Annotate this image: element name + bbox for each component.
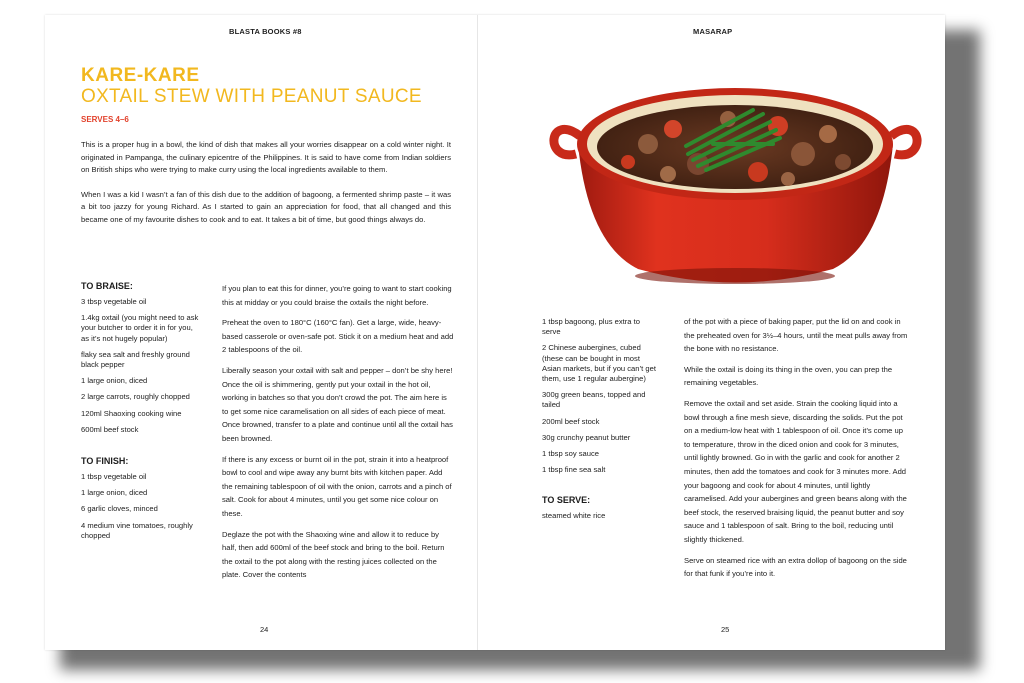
method-paragraph: Preheat the oven to 180°C (160°C fan). Get a large, wide, heavy-based casserole or oven-safe pot. Stick it on a medium heat and add 2 tablespoons of the oil. (222, 318, 454, 355)
intro-text (81, 139, 451, 238)
method-paragraph: If there is any excess or burnt oil in the pot, strain it into a heatproof bowl to cool and wipe away any burnt bits with kitchen paper. Add the remaining tablespoon of oil with the onion, carrots and a pinch of salt. Cook for about 4 minutes, until you get some nice colour on these. (222, 454, 452, 518)
method-column-right (684, 315, 910, 588)
ingredient-item: 4 medium vine tomatoes, roughly chopped (81, 520, 193, 540)
method-paragraph: Remove the oxtail and set aside. Strain the cooking liquid into a bowl through a fine mesh sieve, discarding the solids. Put the pot on a medium-low heat with 1 tablespoon of oil. Once it’s come up to temperature, throw in the diced onion and cook for 3 minutes, until lightly browned. Go in with the garlic and cook for another 2 minutes, then add the tomatoes and cook for 3 minutes more. Add your bagoong and cook for about 4 minutes, until lightly caramelised. Add your aubergines and green beans along with the beef stock, the reserved braising liquid, the peanut butter and soy sauce and 1 tablespoon of salt. Bring to the boil, reducing until slightly thickened. (684, 398, 907, 544)
ingredient-item: 1 tbsp bagoong, plus extra to serve (542, 317, 640, 337)
serves-label: SERVES 4–6 (81, 115, 129, 124)
pot-image (548, 84, 923, 294)
intro-paragraph: This is a proper hug in a bowl, the kind of dish that makes all your worries disappear on a cold winter night. It originated in Pampanga, the culinary epicentre of the Philippines. It is said to have come from Indian soldiers on British ships who were trying to make curry using the local ingredients available to them. (81, 140, 451, 174)
intro-paragraph: When I was a kid I wasn’t a fan of this dish due to the addition of bagoong, a fermented shrimp paste – it was a bit too jazzy for young Richard. As I started to gain an appreciation for food, that all changed and this became one of my favourite dishes to cook and to eat. It takes a bit of time, but good things always do. (81, 189, 451, 224)
method-column-left (222, 282, 454, 589)
ingredient-item: 1 tbsp vegetable oil (81, 472, 147, 482)
page-number-right: 25 (721, 625, 730, 634)
ingredients-column-left (81, 281, 199, 547)
ingredient-item: 2 Chinese aubergines, cubed (these can be bought in most Asian markets, but if you can’t get them, use 1 regular aubergine) (542, 343, 656, 384)
ingredient-item: 300g green beans, topped and tailed (542, 390, 646, 410)
ingredient-item: 3 tbsp vegetable oil (81, 297, 147, 306)
method-paragraph: Deglaze the pot with the Shaoxing wine and allow it to reduce by half, then add 600ml of the beef stock and bring to the boil. Return the oxtail to the pot along with the resting juices collected on the plate. Cover the contents (222, 529, 445, 580)
running-head-left: BLASTA BOOKS #8 (229, 27, 302, 36)
ingredient-item: 600ml beef stock (81, 424, 139, 434)
recipe-title: KARE-KARE (81, 65, 200, 86)
ingredient-item: 30g crunchy peanut butter (542, 432, 631, 442)
ingredient-item: 1 large onion, diced (81, 376, 148, 386)
method-paragraph: If you plan to eat this for dinner, you’re going to want to start cooking this at midday or you could braise the oxtails the night before. (222, 284, 452, 307)
ingredient-item: 6 garlic cloves, minced (81, 504, 158, 514)
gutter (477, 15, 478, 650)
ingredient-item: 1 large onion, diced (81, 488, 148, 498)
ingredient-item: steamed white rice (542, 511, 606, 521)
braise-heading: TO BRAISE: (81, 281, 133, 291)
ingredient-item: 1 tbsp fine sea salt (542, 465, 606, 475)
method-paragraph: Liberally season your oxtail with salt and pepper – don’t be shy here! Once the oil is shimmering, gently put your oxtail in the hot oil, working in batches so that you don’t crowd the pot. The aim here is to get some nice caramelisation on all sides of each piece of meat. Once browned, transfer to a plate and continue until all the oxtail has been browned. (222, 365, 453, 443)
method-paragraph: of the pot with a piece of baking paper, put the lid on and cook in the preheated oven for 3½–4 hours, until the meat pulls away from the bone with no resistance. (684, 317, 908, 354)
ingredient-item: 120ml Shaoxing cooking wine (81, 408, 182, 418)
ingredients-column-right (542, 317, 660, 528)
pot-illustration (548, 84, 923, 294)
finish-heading: TO FINISH: (81, 456, 129, 467)
serve-heading: TO SERVE: (542, 495, 591, 506)
ingredient-item: 1.4kg oxtail (you might need to ask your butcher to order it in for you, as it’s not hugely popular) (81, 313, 199, 343)
ingredient-item: 200ml beef stock (542, 416, 600, 426)
recipe-subtitle: OXTAIL STEW WITH PEANUT SAUCE (81, 86, 422, 107)
page-number-left: 24 (260, 625, 269, 634)
ingredient-item: 1 tbsp soy sauce (542, 449, 599, 459)
method-paragraph: Serve on steamed rice with an extra dollop of bagoong on the side for that funk if you’re into it. (684, 555, 907, 579)
ingredient-item: 2 large carrots, roughly chopped (81, 392, 190, 402)
ingredient-item: flaky sea salt and freshly ground black pepper (81, 349, 190, 370)
running-head-right: MASARAP (693, 27, 733, 36)
method-paragraph: While the oxtail is doing its thing in the oven, you can prep the remaining vegetables. (684, 364, 893, 388)
